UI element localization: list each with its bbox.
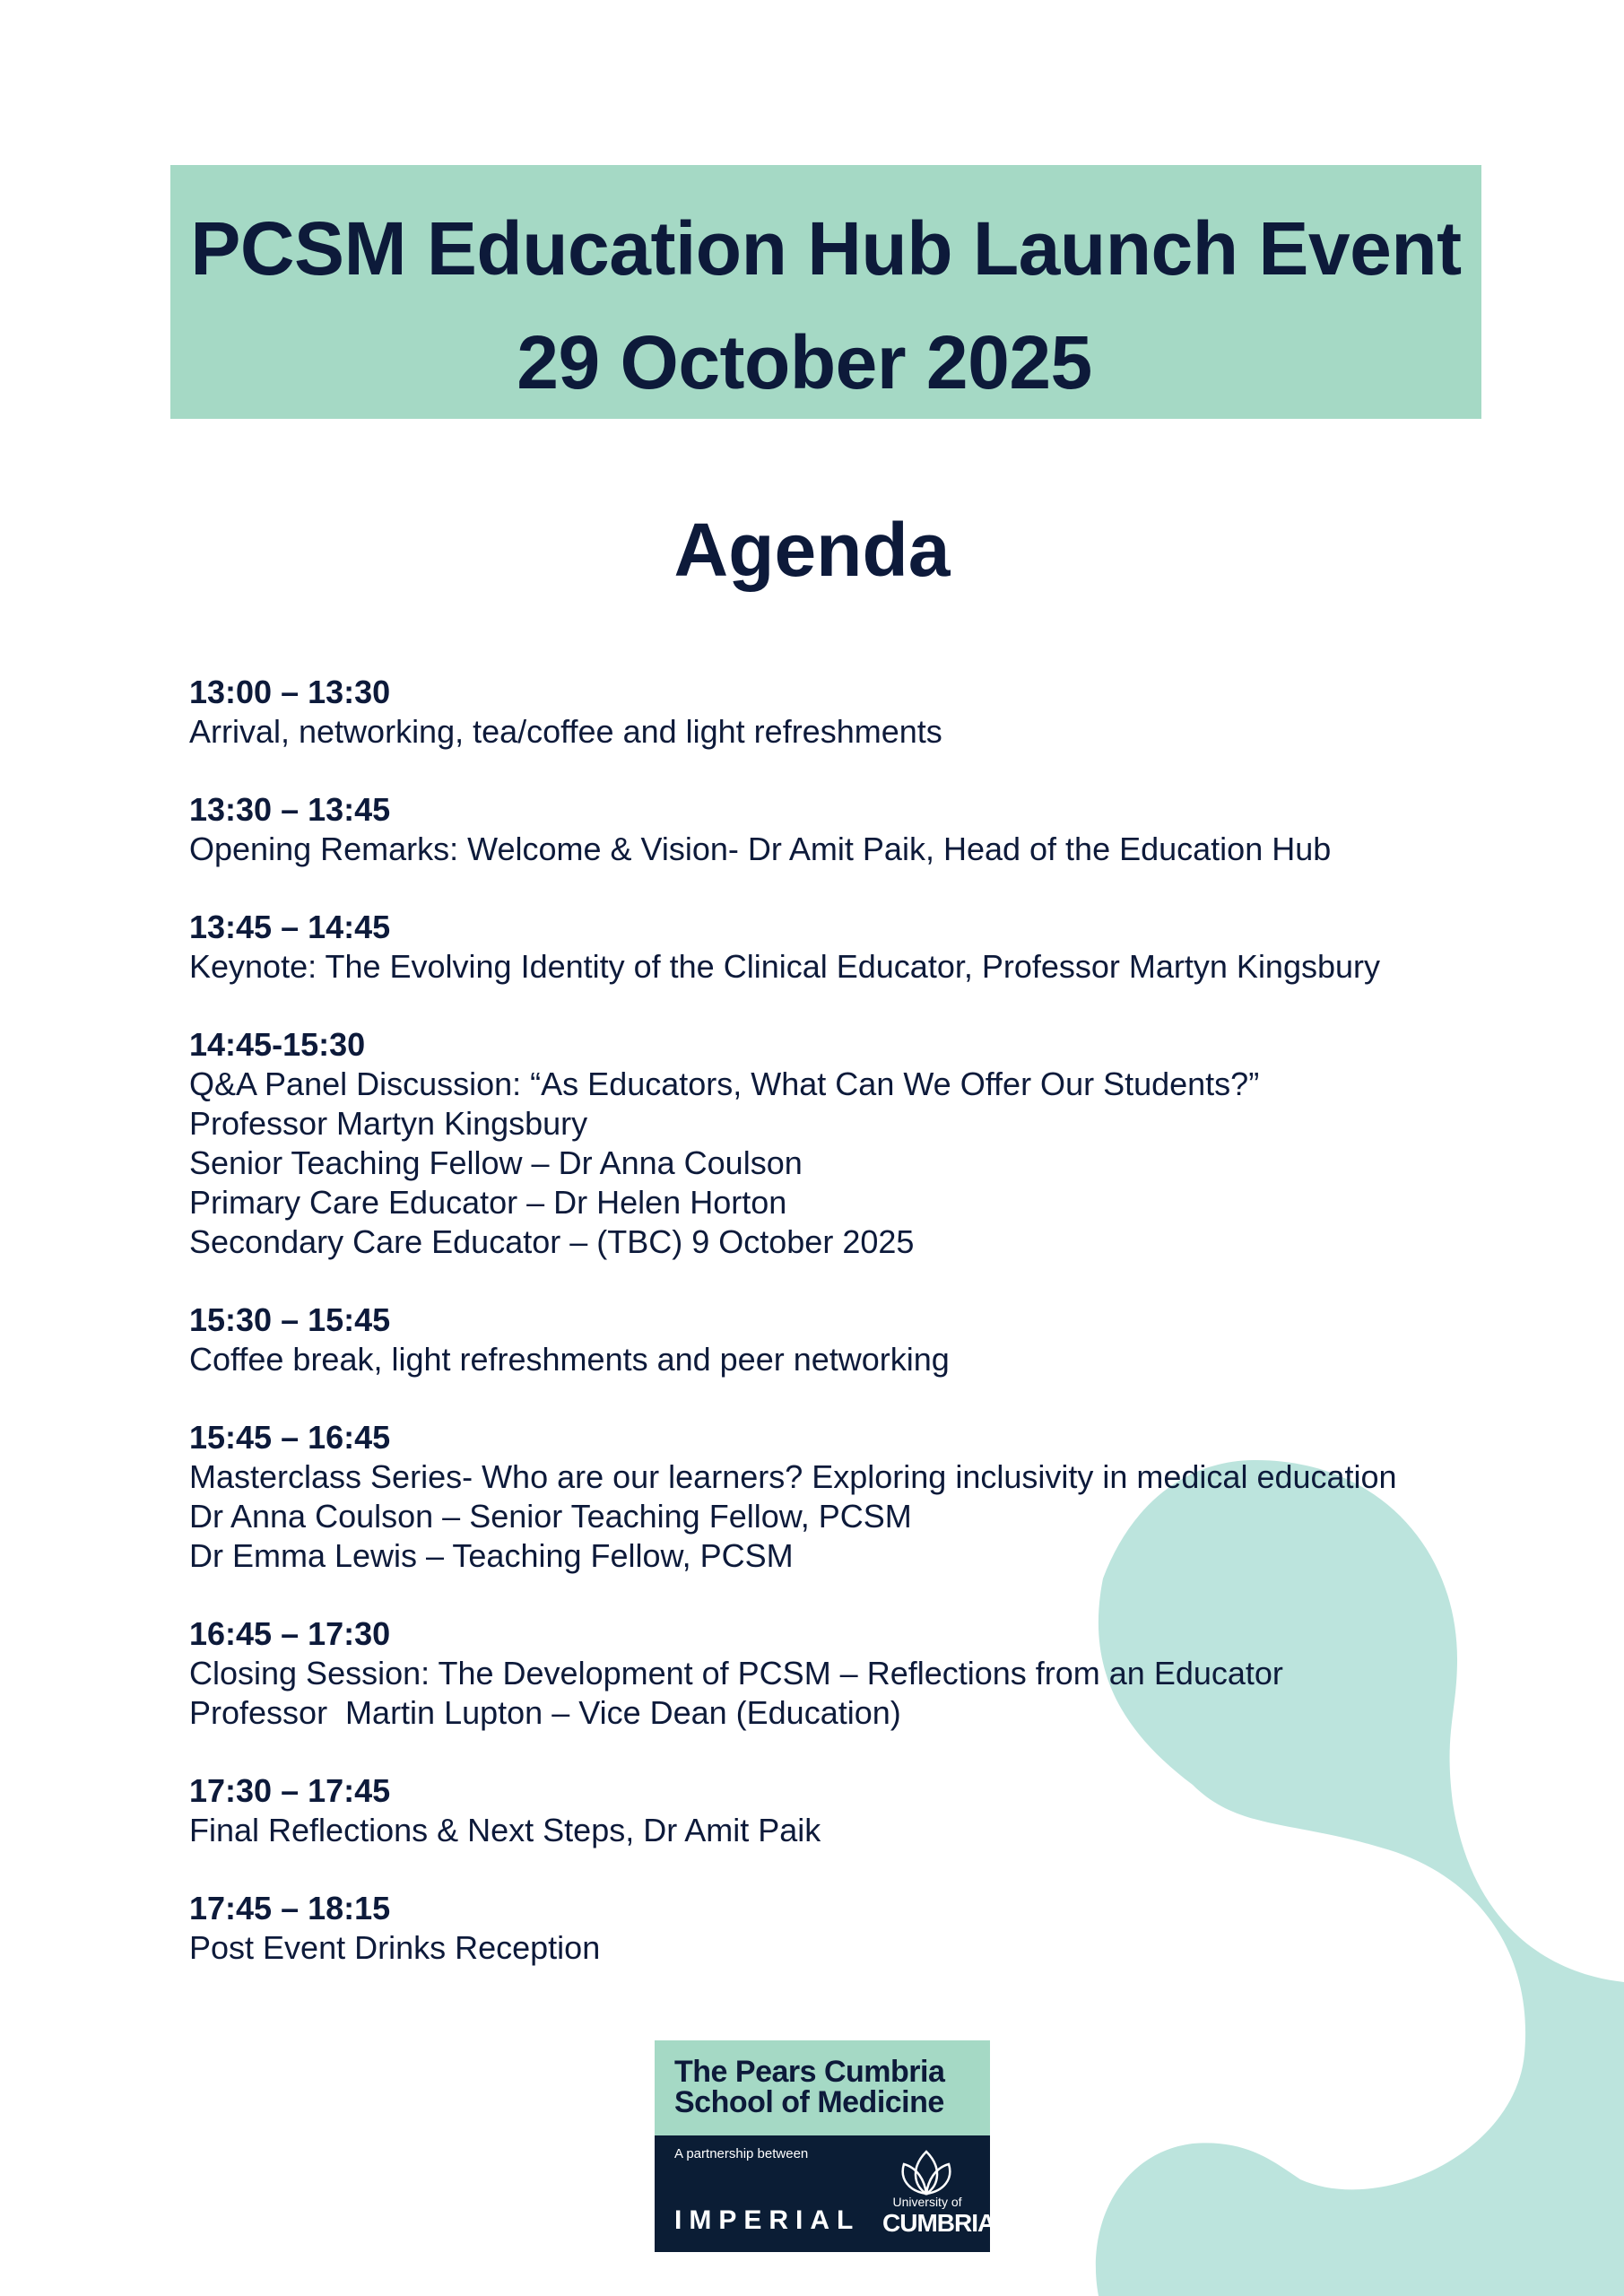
logo-name-line1: The Pears Cumbria: [674, 2055, 945, 2089]
agenda-description: Professor Martyn Kingsbury: [189, 1105, 588, 1142]
agenda-description: Arrival, networking, tea/coffee and light refreshments: [189, 713, 942, 750]
agenda-list: [189, 673, 1445, 2006]
agenda-description: Masterclass Series- Who are our learners? Exploring inclusivity in medical education: [189, 1458, 1397, 1495]
agenda-time: 17:45 – 18:15: [189, 1890, 391, 1926]
agenda-time: 13:45 – 14:45: [189, 909, 391, 945]
header-banner: [170, 165, 1481, 419]
logo-school-name: [674, 2057, 944, 2118]
agenda-description: Q&A Panel Discussion: “As Educators, What Can We Offer Our Students?”: [189, 1065, 1260, 1102]
agenda-item: [189, 790, 1445, 869]
agenda-description: Senior Teaching Fellow – Dr Anna Coulson: [189, 1144, 803, 1181]
agenda-item: [189, 908, 1445, 987]
uoc-wordmark: CUMBRIA: [882, 2209, 995, 2237]
agenda-time: 15:30 – 15:45: [189, 1301, 391, 1338]
uoc-small-text: University of: [892, 2195, 962, 2209]
agenda-item: [189, 1300, 1445, 1379]
agenda-heading: Agenda: [673, 508, 951, 592]
agenda-time: 13:30 – 13:45: [189, 791, 391, 828]
agenda-item: [189, 1771, 1445, 1850]
school-logo: [655, 2040, 995, 2252]
agenda-description: Dr Emma Lewis – Teaching Fellow, PCSM: [189, 1537, 794, 1574]
agenda-time: 15:45 – 16:45: [189, 1419, 391, 1456]
agenda-item: [189, 1418, 1445, 1576]
agenda-time: 16:45 – 17:30: [189, 1615, 391, 1652]
agenda-description: Final Reflections & Next Steps, Dr Amit Paik: [189, 1812, 821, 1848]
agenda-description: Coffee break, light refreshments and peer networking: [189, 1341, 950, 1378]
agenda-description: Closing Session: The Development of PCSM – Reflections from an Educator: [189, 1655, 1283, 1692]
agenda-description: Keynote: The Evolving Identity of the Clinical Educator, Professor Martyn Kingsbury: [189, 948, 1381, 985]
event-date: 29 October 2025: [517, 320, 1092, 404]
logo-bottom-band: [655, 2135, 995, 2252]
agenda-description: Primary Care Educator – Dr Helen Horton: [189, 1184, 787, 1221]
logo-name-line2: School of Medicine: [674, 2085, 944, 2119]
agenda-description: Dr Anna Coulson – Senior Teaching Fellow, PCSM: [189, 1498, 912, 1535]
imperial-wordmark: IMPERIAL: [674, 2205, 861, 2235]
lotus-icon: [895, 2144, 958, 2198]
agenda-description: Secondary Care Educator – (TBC) 9 October 2025: [189, 1223, 915, 1260]
agenda-description: Professor Martin Lupton – Vice Dean (Education): [189, 1694, 901, 1731]
agenda-time: 13:00 – 13:30: [189, 674, 391, 710]
agenda-description: Post Event Drinks Reception: [189, 1929, 601, 1966]
logo-top-band: [655, 2040, 990, 2135]
logo-partnership-text: A partnership between: [674, 2146, 809, 2161]
agenda-time: 14:45-15:30: [189, 1026, 366, 1063]
agenda-description: Opening Remarks: Welcome & Vision- Dr Amit Paik, Head of the Education Hub: [189, 831, 1332, 867]
agenda-item: [189, 673, 1445, 752]
agenda-item: [189, 1614, 1445, 1733]
event-title: PCSM Education Hub Launch Event: [190, 206, 1462, 291]
agenda-item: [189, 1889, 1445, 1968]
agenda-item: [189, 1025, 1445, 1262]
agenda-time: 17:30 – 17:45: [189, 1772, 391, 1809]
